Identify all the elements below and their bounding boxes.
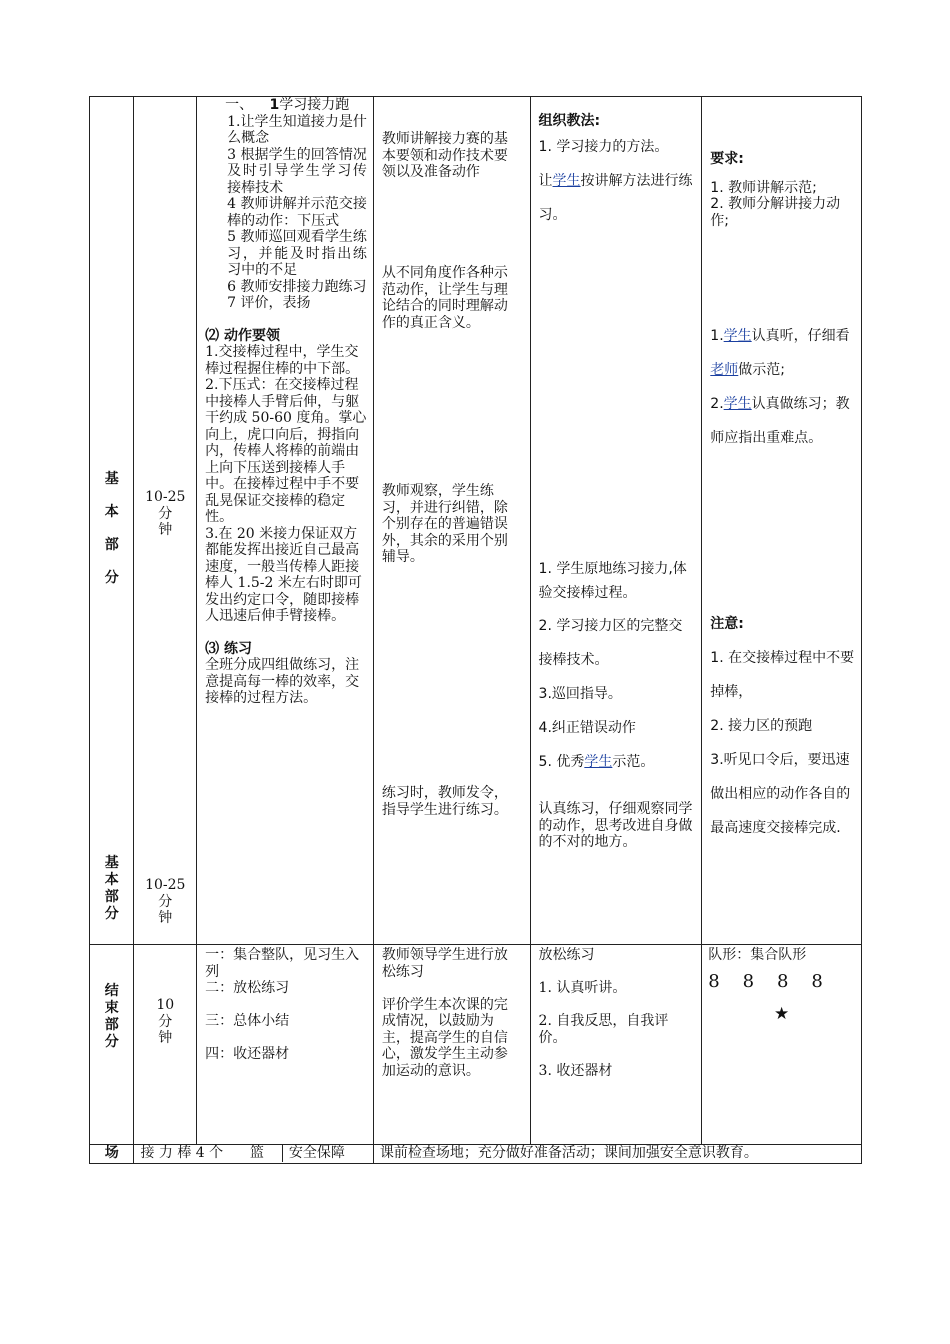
org-s5-b: 示范。 bbox=[612, 754, 655, 770]
organization-cell bbox=[530, 97, 702, 945]
section-label-end-text: 结 束 部 分 bbox=[104, 983, 119, 1050]
organization-step-4: 4.纠正错误动作 bbox=[538, 720, 636, 736]
venue-row bbox=[90, 1145, 862, 1164]
note-2: 2. 接力区的预跑 bbox=[710, 718, 813, 734]
title-prefix: 一、 bbox=[225, 97, 254, 113]
time-cell-main bbox=[134, 97, 197, 945]
a2-end: 认真做练习；教师应指出重难点。 bbox=[710, 396, 850, 446]
time-end-text: 10 分 钟 bbox=[156, 997, 175, 1046]
title-number: 1 bbox=[269, 97, 280, 113]
org-l2-b: 按讲解方法进行练习。 bbox=[538, 172, 693, 223]
end-content: 一：集合整队，见习生入列 二：放松练习 三：总体小结 四：收还器材 bbox=[205, 947, 360, 1062]
student-action-1 bbox=[710, 319, 855, 387]
organization-line-2 bbox=[539, 164, 696, 232]
formation-marks: 8 8 8 8 bbox=[708, 970, 823, 992]
main-section-row bbox=[90, 97, 862, 945]
safety-label: 安全保障 bbox=[282, 1145, 373, 1162]
org-s5-a: 5. 优秀 bbox=[538, 754, 585, 770]
requirement-1: 1. 教师讲解示范; bbox=[710, 179, 817, 196]
end-student: 放松练习 1. 认真听讲。 2. 自我反思，自我评价。 3. 收还器材 bbox=[538, 947, 669, 1079]
a1-pre: 1. bbox=[710, 328, 724, 344]
teacher-cell-end bbox=[373, 945, 530, 1145]
student-link-1[interactable]: 学生 bbox=[552, 172, 581, 189]
time-cell-end bbox=[134, 945, 197, 1145]
student-link-3[interactable]: 学生 bbox=[723, 328, 752, 344]
safety-text: 课前检查场地；充分做好准备活动；课间加强安全意识教育。 bbox=[373, 1145, 861, 1164]
requirement-2: 2. 教师分解讲接力动作; bbox=[710, 196, 841, 229]
end-teacher: 教师领导学生进行放松练习 评价学生本次课的完成情况，以鼓励为主，提高学生的自信心，激发学生主动参加运动的意识。 bbox=[381, 947, 508, 1079]
org-l2-a: 让 bbox=[538, 172, 553, 189]
a1-end: 做示范; bbox=[738, 362, 786, 378]
time-main-1: 10-25 分 钟 bbox=[145, 489, 186, 538]
requirements-cell bbox=[702, 97, 862, 945]
organization-step-5 bbox=[539, 745, 696, 779]
equipment-text: 接 力 棒 4 个 篮 bbox=[140, 1145, 264, 1161]
organization-step-1: 1. 学生原地练习接力,体验交接棒过程。 bbox=[538, 561, 687, 601]
teacher-cell-main bbox=[373, 97, 530, 945]
student-link-2[interactable]: 学生 bbox=[584, 754, 613, 770]
note-3: 3.听见口令后，要迅速做出相应的动作各自的最高速度交接棒完成. bbox=[710, 752, 851, 836]
formation-cell bbox=[702, 945, 862, 1145]
teacher-text-2: 从不同角度作各种示范动作，让学生与理论结合的同时理解动作的真正含义。 bbox=[381, 265, 508, 331]
teacher-star-icon: ★ bbox=[774, 1004, 790, 1024]
section-label-main-top: 基 本 部 分 bbox=[104, 471, 119, 586]
a1-mid: 认真听，仔细看 bbox=[751, 328, 850, 344]
lesson-plan-table bbox=[89, 96, 862, 1164]
section-label-end bbox=[90, 945, 134, 1145]
note-1: 1. 在交接棒过程中不要掉棒， bbox=[710, 650, 855, 700]
teacher-link[interactable]: 老师 bbox=[710, 362, 739, 378]
section-label-main bbox=[90, 97, 134, 945]
teacher-text-1: 教师讲解接力赛的基本要领和动作技术要领以及准备动作 bbox=[381, 131, 508, 180]
student-action-2 bbox=[710, 387, 855, 455]
essentials-text: 1.交接棒过程中，学生交棒过程握住棒的中下部。 2.下压式：在交接棒过程中接棒人手臂后伸，与躯干约成 50-60 度角。掌心向上，虎口向后，拇指向内，传棒人将棒的前端由上向下压送到接棒人手中。在接棒过程中手不要乱晃保证交接棒的稳定性。 3.在 20 米接力保证双方都能发挥出接近自己最高速度，一般当传棒人距接棒人 1.5-2 米左右时即可发出约定口令，随即接棒人迅速后伸手臂接棒。 bbox=[205, 344, 367, 624]
organization-practice: 认真练习，仔细观察同学的动作，思考改进自身做的不对的地方。 bbox=[538, 801, 693, 850]
requirements-heading: 要求: bbox=[710, 151, 744, 167]
organization-step-2: 2. 学习接力区的完整交接棒技术。 bbox=[538, 618, 683, 668]
venue-label: 场 bbox=[90, 1145, 134, 1164]
practice-heading: ⑶ 练习 bbox=[205, 640, 252, 657]
content-cell-main bbox=[197, 97, 374, 945]
practice-text: 全班分成四组做练习，注意提高每一棒的效率，交接棒的过程方法。 bbox=[205, 657, 360, 706]
section-label-main-bottom: 基 本 部 分 bbox=[104, 855, 119, 922]
organization-heading: 组织教法: bbox=[538, 113, 601, 129]
organization-step-3: 3.巡回指导。 bbox=[538, 686, 622, 702]
content-title bbox=[205, 97, 367, 114]
organization-line-1: 1. 学习接力的方法。 bbox=[538, 138, 669, 155]
title-text: 学习接力跑 bbox=[279, 97, 350, 113]
a2-pre: 2. bbox=[710, 396, 724, 412]
formation-label: 队形：集合队形 bbox=[708, 947, 807, 963]
equipment-cell bbox=[134, 1145, 373, 1164]
teacher-text-4: 练习时，教师发令，指导学生进行练习。 bbox=[381, 785, 508, 818]
time-main-2: 10-25 分 钟 bbox=[145, 877, 186, 926]
student-link-4[interactable]: 学生 bbox=[723, 396, 752, 412]
student-cell-end bbox=[530, 945, 702, 1145]
end-section-row bbox=[90, 945, 862, 1145]
content-cell-end bbox=[197, 945, 374, 1145]
content-items: 1.让学生知道接力是什么概念 3 根据学生的回答情况及时引导学生学习传接棒技术 4 教师讲解并示范交接棒的动作：下压式 5 教师巡回观看学生练习，并能及时指出练习中的不足 6 教师安排接力跑练习 7 评价，表扬 bbox=[227, 113, 367, 311]
essentials-heading: ⑵ 动作要领 bbox=[205, 327, 280, 344]
teacher-text-3: 教师观察，学生练习，并进行纠错，除个别存在的普遍错误外，其余的采用个别辅导。 bbox=[381, 483, 508, 565]
note-heading: 注意: bbox=[710, 616, 744, 632]
